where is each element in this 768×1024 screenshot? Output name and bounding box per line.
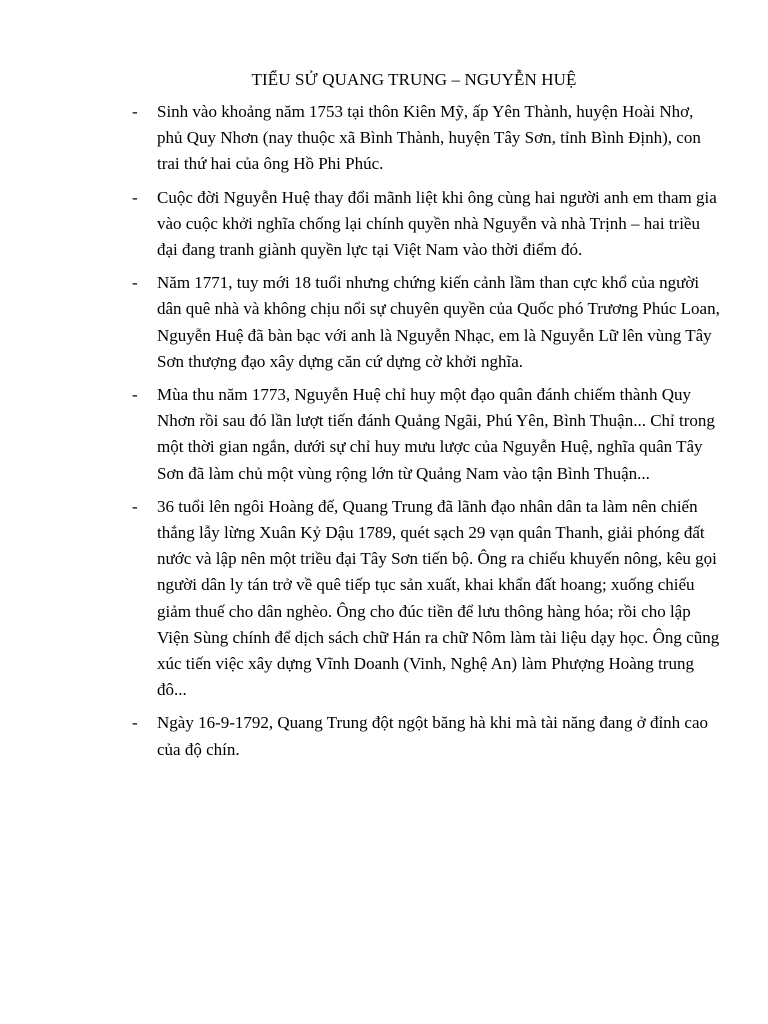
list-item [132,382,722,487]
bullet-marker: - [132,496,138,516]
document-title: TIỂU SỬ QUANG TRUNG – NGUYỄN HUỆ [251,70,577,89]
bullet-text-birth: Sinh vào khoảng năm 1753 tại thôn Kiên Mỹ, ấp Yên Thành, huyện Hoài Nhơ, phủ Quy Nhơn (nay thuộc xã Bình Thành, huyện Tây Sơn, tỉnh Bình Định), con trai thứ hai của ông Hồ Phi Phúc. [157,102,701,174]
bullet-list [132,99,722,770]
bullet-marker: - [132,187,138,207]
list-item [132,270,722,375]
bullet-marker: - [132,713,138,733]
bullet-marker: - [132,385,138,405]
bullet-text-emperor: 36 tuổi lên ngôi Hoàng đế, Quang Trung đã lãnh đạo nhân dân ta làm nên chiến thắng lẫy lừng Xuân Kỷ Dậu 1789, quét sạch 29 vạn quân Thanh, giải phóng đất nước và lập nên một triều đại Tây Sơn tiến bộ. Ông ra chiếu khuyến nông, kêu gọi người dân ly tán trở về quê tiếp tục sản xuất, khai khẩn đất hoang; xuống chiếu giảm thuế cho dân nghèo. Ông cho đúc tiền để lưu thông hàng hóa; rồi cho lập Viện Sùng chính để dịch sách chữ Hán ra chữ Nôm làm tài liệu dạy học. Ông cũng xúc tiến việc xây dựng Vĩnh Doanh (Vinh, Nghệ An) làm Phượng Hoàng trung đô... [157,496,720,700]
list-item [132,494,722,704]
list-item [132,99,722,178]
bullet-marker: - [132,273,138,293]
list-item [132,710,722,762]
list-item [132,185,722,264]
bullet-text-1771: Năm 1771, tuy mới 18 tuổi nhưng chứng kiến cảnh lầm than cực khổ của người dân quê nhà và không chịu nổi sự chuyên quyền của Quốc phó Trương Phúc Loan, Nguyễn Huệ đã bàn bạc với anh là Nguyễn Nhạc, em là Nguyễn Lữ lên vùng Tây Sơn thượng đạo xây dựng căn cứ dựng cờ khởi nghĩa. [157,273,720,371]
bullet-text-uprising: Cuộc đời Nguyễn Huệ thay đổi mãnh liệt khi ông cùng hai người anh em tham gia vào cuộc khởi nghĩa chống lại chính quyền nhà Nguyễn và nhà Trịnh – hai triều đại đang tranh giành quyền lực tại Việt Nam vào thời điểm đó. [157,187,717,260]
bullet-text-1773: Mùa thu năm 1773, Nguyễn Huệ chỉ huy một đạo quân đánh chiếm thành Quy Nhơn rồi sau đó lần lượt tiến đánh Quảng Ngãi, Phú Yên, Bình Thuận... Chỉ trong một thời gian ngắn, dưới sự chỉ huy mưu lược của Nguyễn Huệ, nghĩa quân Tây Sơn đã làm chủ một vùng rộng lớn từ Quảng Nam vào tận Bình Thuận... [157,385,715,483]
bullet-marker: - [132,102,138,121]
bullet-text-death: Ngày 16-9-1792, Quang Trung đột ngột băng hà khi mà tài năng đang ở đỉnh cao của độ chín. [157,713,709,759]
